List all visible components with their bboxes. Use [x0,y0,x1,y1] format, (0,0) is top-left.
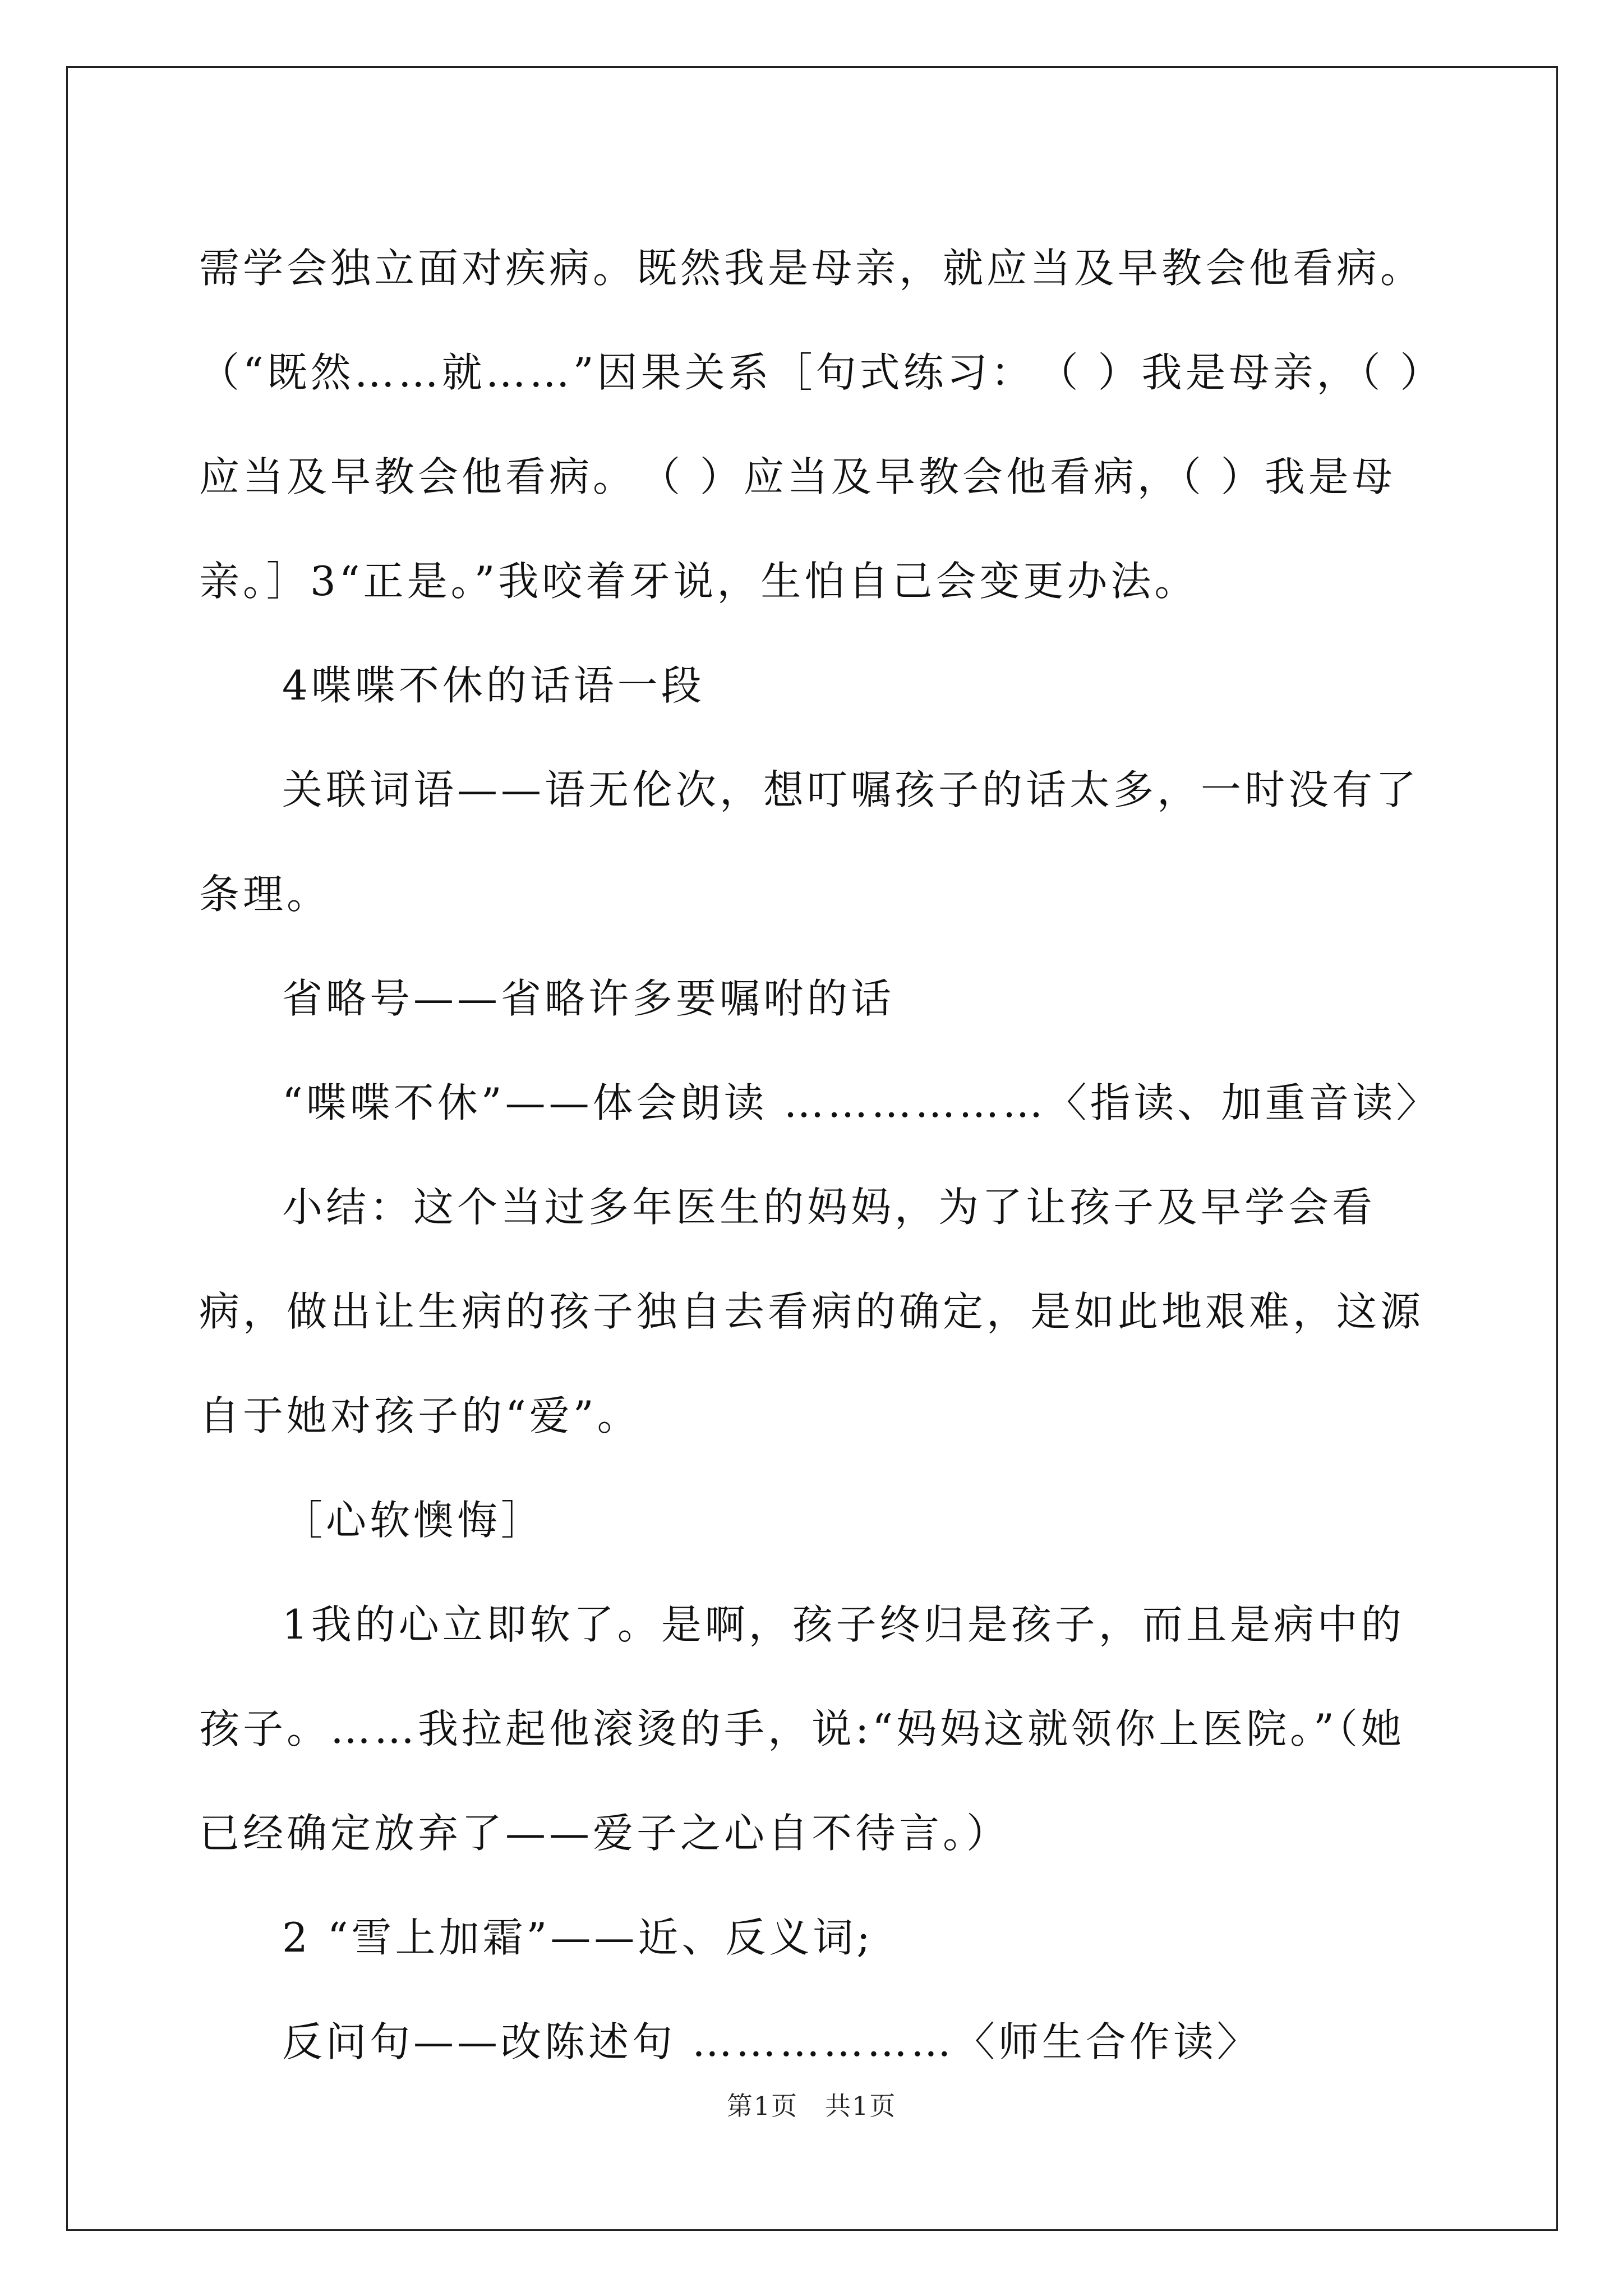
paragraph-4: 省略号——省略许多要嘱咐的话 [282,975,895,1022]
paragraph-6: 小结：这个当过多年医生的妈妈，为了让孩子及早学会看病，做出让生病的孩子独自去看病的确定，是如此地艰难，这源自于她对孩子的“爱”。 [199,1184,1424,1439]
paragraph-5: “喋喋不休”——体会朗读 ………………〈指读、加重音读〉 [282,1079,1440,1126]
paragraph-8: 1我的心立即软了。是啊，孩子终归是孩子，而且是病中的孩子。……我拉起他滚烫的手，说:“妈妈这就领你上医院。”（她已经确定放弃了——爱子之心自不待言。） [199,1601,1405,1857]
paragraph-7: ［心软懊悔］ [282,1497,545,1544]
page-footer: 第1页 共1页 [726,2091,897,2121]
paragraph-2: 4喋喋不休的话语一段 [282,662,705,709]
paragraph-10: 反问句——改陈述句 ………………〈师生合作读〉 [282,2018,1261,2065]
paragraph-3: 关联词语——语无伦次，想叮嘱孩子的话太多，一时没有了条理。 [199,766,1420,918]
paragraph-1: 需学会独立面对疾病。既然我是母亲，就应当及早教会他看病。（“既然……就……”因果关系［句式练习： （ ）我是母亲，（ ）应当及早教会他看病。 （ ）应当及早教会他看病，（ ）我是母亲。］3“正是。”我咬着牙说，生怕自己会变更办法。 [199,245,1424,605]
document-body [199,216,1440,2094]
paragraph-9: 2 “雪上加霜”——近、反义词; [282,1914,874,1961]
